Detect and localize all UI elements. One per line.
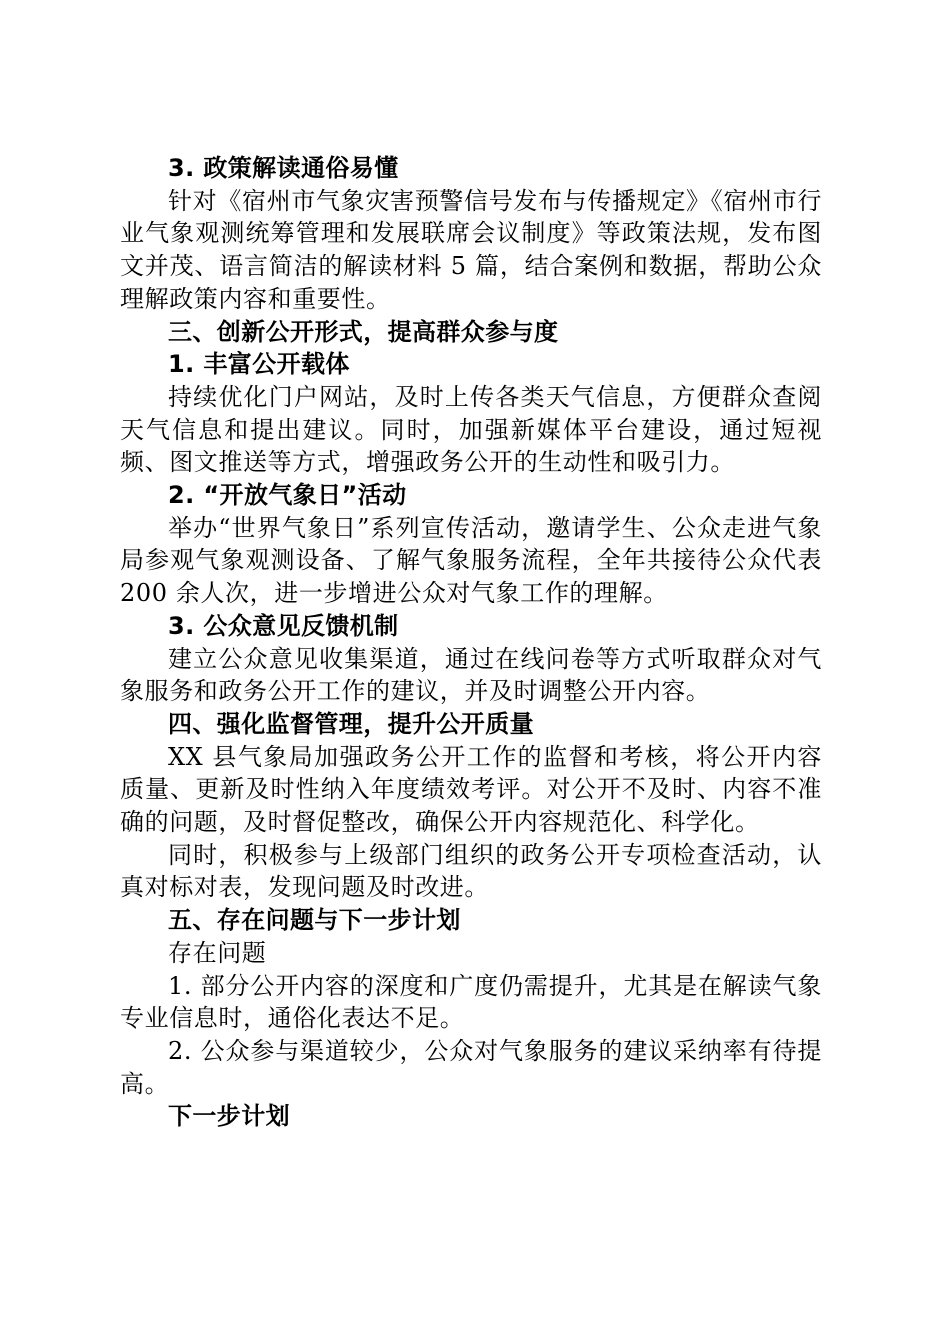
subheading-feedback: 3. 公众意见反馈机制: [168, 611, 399, 640]
section-heading-3: 三、创新公开形式，提高群众参与度: [168, 317, 559, 346]
paragraph-problem-1: 1. 部分公开内容的深度和广度仍需提升，尤其是在解读气象专业信息时，通俗化表达不足。: [120, 971, 822, 1033]
document-body: [120, 152, 822, 1133]
paragraph-problems-label: 存在问题: [168, 938, 267, 967]
subheading-next-steps: 下一步计划: [168, 1102, 290, 1131]
subheading-policy-interpretation: 3. 政策解读通俗易懂: [168, 154, 399, 182]
paragraph-problem-2: 2. 公众参与渠道较少，公众对气象服务的建议采纳率有待提高。: [120, 1036, 822, 1098]
section-heading-5: 五、存在问题与下一步计划: [168, 906, 461, 935]
paragraph-inspection: 同时，积极参与上级部门组织的政务公开专项检查活动，认真对标对表，发现问题及时改进。: [120, 840, 822, 902]
paragraph-open-day: 举办“世界气象日”系列宣传活动，邀请学生、公众走进气象局参观气象观测设备、了解气象服务流程，全年共接待公众代表 200 余人次，进一步增进公众对气象工作的理解。: [120, 513, 822, 608]
subheading-carriers: 1. 丰富公开载体: [168, 350, 350, 379]
paragraph-supervision: XX 县气象局加强政务公开工作的监督和考核，将公开内容质量、更新及时性纳入年度绩效考评。对公开不及时、内容不准确的问题，及时督促整改，确保公开内容规范化、科学化。: [120, 742, 822, 837]
section-heading-4: 四、强化监督管理，提升公开质量: [168, 709, 534, 738]
paragraph-carriers: 持续优化门户网站，及时上传各类天气信息，方便群众查阅天气信息和提出建议。同时，加强新媒体平台建设，通过短视频、图文推送等方式，增强政务公开的生动性和吸引力。: [120, 382, 822, 477]
paragraph-policy-interpretation: 针对《宿州市气象灾害预警信号发布与传播规定》《宿州市行业气象观测统筹管理和发展联席会议制度》等政策法规，发布图文并茂、语言简洁的解读材料 5 篇，结合案例和数据，帮助公众理解政策内容和重要性。: [120, 186, 822, 313]
paragraph-feedback: 建立公众意见收集渠道，通过在线问卷等方式听取群众对气象服务和政务公开工作的建议，并及时调整公开内容。: [120, 644, 822, 706]
subheading-open-day: 2. “开放气象日”活动: [168, 481, 407, 510]
